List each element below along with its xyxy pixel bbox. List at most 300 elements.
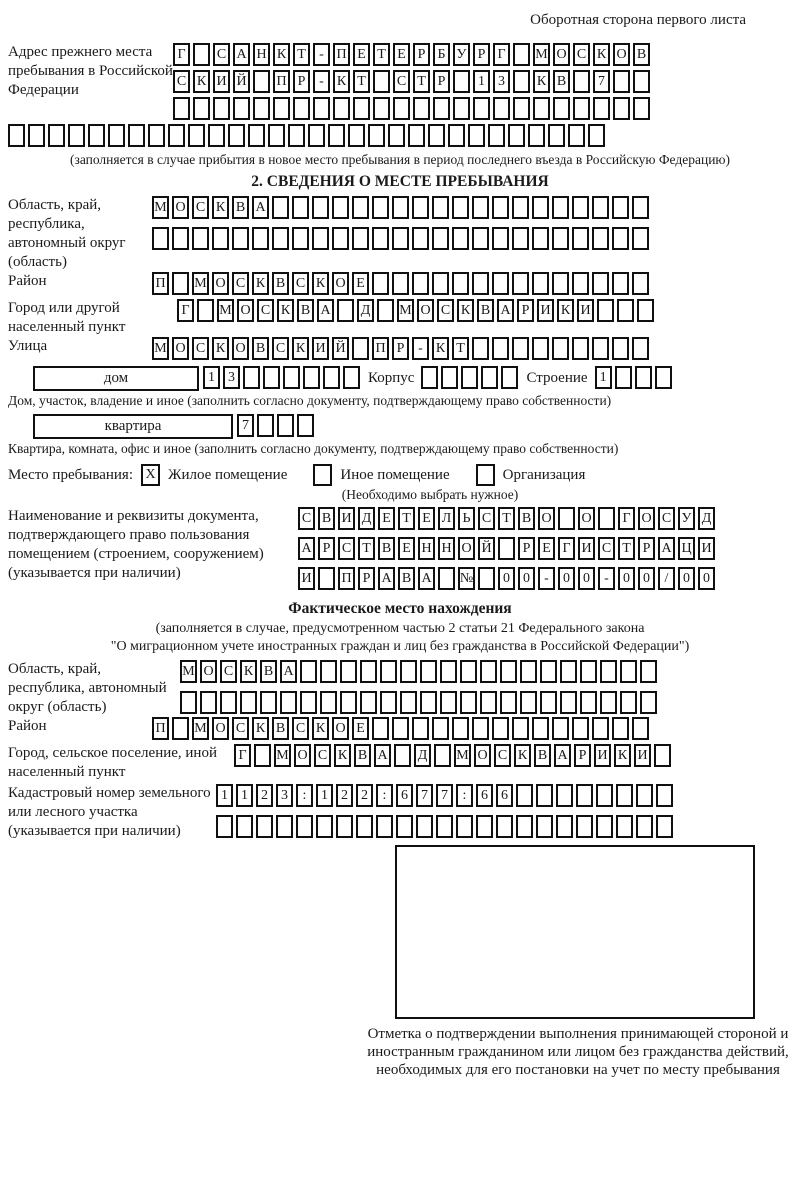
char-cell[interactable] bbox=[432, 196, 449, 219]
char-cell[interactable]: С bbox=[338, 537, 355, 560]
char-cell[interactable] bbox=[421, 366, 438, 389]
char-cell[interactable] bbox=[498, 537, 515, 560]
char-cell[interactable]: А bbox=[374, 744, 391, 767]
char-cell[interactable]: : bbox=[296, 784, 313, 807]
char-cell[interactable]: С bbox=[192, 337, 209, 360]
char-cell[interactable] bbox=[392, 717, 409, 740]
char-cell[interactable] bbox=[572, 227, 589, 250]
char-cell[interactable] bbox=[532, 196, 549, 219]
char-cell[interactable]: М bbox=[192, 717, 209, 740]
char-cell[interactable]: / bbox=[658, 567, 675, 590]
char-cell[interactable] bbox=[478, 567, 495, 590]
char-cell[interactable]: М bbox=[533, 43, 550, 66]
char-cell[interactable]: Е bbox=[538, 537, 555, 560]
char-cell[interactable] bbox=[640, 660, 657, 683]
char-cell[interactable]: С bbox=[173, 70, 190, 93]
char-cell[interactable]: Ц bbox=[678, 537, 695, 560]
char-cell[interactable] bbox=[373, 97, 390, 120]
char-cell[interactable] bbox=[492, 196, 509, 219]
char-cell[interactable]: А bbox=[378, 567, 395, 590]
char-cell[interactable]: Р bbox=[517, 299, 534, 322]
char-cell[interactable] bbox=[228, 124, 245, 147]
char-cell[interactable]: 1 bbox=[473, 70, 490, 93]
char-cell[interactable] bbox=[580, 660, 597, 683]
char-cell[interactable]: Г bbox=[177, 299, 194, 322]
char-cell[interactable]: В bbox=[272, 272, 289, 295]
char-cell[interactable] bbox=[320, 660, 337, 683]
char-cell[interactable] bbox=[441, 366, 458, 389]
char-cell[interactable]: О bbox=[172, 337, 189, 360]
char-cell[interactable]: Е bbox=[378, 507, 395, 530]
char-cell[interactable] bbox=[188, 124, 205, 147]
char-cell[interactable]: Т bbox=[618, 537, 635, 560]
char-cell[interactable] bbox=[572, 717, 589, 740]
char-cell[interactable] bbox=[508, 124, 525, 147]
char-cell[interactable]: Н bbox=[418, 537, 435, 560]
char-cell[interactable] bbox=[303, 366, 320, 389]
char-cell[interactable] bbox=[512, 717, 529, 740]
char-cell[interactable] bbox=[348, 124, 365, 147]
char-cell[interactable] bbox=[632, 227, 649, 250]
char-cell[interactable]: В bbox=[354, 744, 371, 767]
char-cell[interactable]: В bbox=[272, 717, 289, 740]
checkbox-other-premises[interactable] bbox=[313, 464, 332, 486]
char-cell[interactable]: О bbox=[613, 43, 630, 66]
char-cell[interactable] bbox=[553, 97, 570, 120]
char-cell[interactable] bbox=[492, 717, 509, 740]
char-cell[interactable] bbox=[656, 784, 673, 807]
char-cell[interactable] bbox=[560, 660, 577, 683]
char-cell[interactable] bbox=[476, 815, 493, 838]
char-cell[interactable]: Т bbox=[293, 43, 310, 66]
char-cell[interactable]: К bbox=[432, 337, 449, 360]
char-cell[interactable]: Д bbox=[414, 744, 431, 767]
char-cell[interactable]: Р bbox=[318, 537, 335, 560]
char-cell[interactable] bbox=[558, 507, 575, 530]
char-cell[interactable] bbox=[280, 691, 297, 714]
char-cell[interactable]: П bbox=[152, 717, 169, 740]
char-cell[interactable] bbox=[617, 299, 634, 322]
char-cell[interactable]: С bbox=[494, 744, 511, 767]
char-cell[interactable] bbox=[540, 691, 557, 714]
char-cell[interactable] bbox=[420, 691, 437, 714]
char-cell[interactable]: В bbox=[378, 537, 395, 560]
char-cell[interactable]: И bbox=[298, 567, 315, 590]
char-cell[interactable]: Е bbox=[398, 537, 415, 560]
char-cell[interactable] bbox=[592, 717, 609, 740]
char-cell[interactable]: С bbox=[314, 744, 331, 767]
char-cell[interactable]: К bbox=[193, 70, 210, 93]
char-cell[interactable]: 1 bbox=[316, 784, 333, 807]
char-cell[interactable] bbox=[300, 660, 317, 683]
char-cell[interactable] bbox=[600, 660, 617, 683]
char-cell[interactable] bbox=[396, 815, 413, 838]
char-cell[interactable]: Н bbox=[253, 43, 270, 66]
char-cell[interactable] bbox=[620, 660, 637, 683]
char-cell[interactable] bbox=[277, 414, 294, 437]
char-cell[interactable] bbox=[168, 124, 185, 147]
char-cell[interactable] bbox=[320, 691, 337, 714]
char-cell[interactable] bbox=[492, 227, 509, 250]
char-cell[interactable] bbox=[316, 815, 333, 838]
char-cell[interactable] bbox=[352, 337, 369, 360]
char-cell[interactable]: Т bbox=[452, 337, 469, 360]
char-cell[interactable]: О bbox=[474, 744, 491, 767]
char-cell[interactable] bbox=[372, 227, 389, 250]
char-cell[interactable] bbox=[480, 691, 497, 714]
char-cell[interactable]: К bbox=[334, 744, 351, 767]
char-cell[interactable] bbox=[492, 272, 509, 295]
char-cell[interactable]: - bbox=[412, 337, 429, 360]
char-cell[interactable] bbox=[616, 815, 633, 838]
char-cell[interactable]: В bbox=[518, 507, 535, 530]
char-cell[interactable]: С bbox=[478, 507, 495, 530]
char-cell[interactable] bbox=[328, 124, 345, 147]
char-cell[interactable]: С bbox=[220, 660, 237, 683]
char-cell[interactable]: О bbox=[212, 717, 229, 740]
char-cell[interactable] bbox=[212, 227, 229, 250]
char-cell[interactable]: В bbox=[232, 196, 249, 219]
char-cell[interactable] bbox=[232, 227, 249, 250]
char-cell[interactable] bbox=[593, 97, 610, 120]
char-cell[interactable] bbox=[360, 691, 377, 714]
char-cell[interactable]: В bbox=[252, 337, 269, 360]
char-cell[interactable]: К bbox=[312, 717, 329, 740]
char-cell[interactable] bbox=[272, 227, 289, 250]
char-cell[interactable] bbox=[540, 660, 557, 683]
char-cell[interactable] bbox=[654, 744, 671, 767]
char-cell[interactable] bbox=[633, 97, 650, 120]
char-cell[interactable] bbox=[452, 227, 469, 250]
char-cell[interactable]: К bbox=[557, 299, 574, 322]
char-cell[interactable] bbox=[368, 124, 385, 147]
char-cell[interactable] bbox=[333, 97, 350, 120]
char-cell[interactable] bbox=[293, 97, 310, 120]
char-cell[interactable]: К bbox=[514, 744, 531, 767]
char-cell[interactable] bbox=[48, 124, 65, 147]
char-cell[interactable] bbox=[453, 70, 470, 93]
char-cell[interactable]: А bbox=[298, 537, 315, 560]
char-cell[interactable]: 7 bbox=[436, 784, 453, 807]
char-cell[interactable]: 0 bbox=[498, 567, 515, 590]
char-cell[interactable] bbox=[492, 337, 509, 360]
char-cell[interactable] bbox=[552, 227, 569, 250]
char-cell[interactable]: : bbox=[456, 784, 473, 807]
char-cell[interactable] bbox=[252, 227, 269, 250]
char-cell[interactable] bbox=[428, 124, 445, 147]
char-cell[interactable]: 6 bbox=[496, 784, 513, 807]
char-cell[interactable] bbox=[560, 691, 577, 714]
char-cell[interactable] bbox=[392, 196, 409, 219]
char-cell[interactable] bbox=[460, 691, 477, 714]
char-cell[interactable] bbox=[243, 366, 260, 389]
char-cell[interactable]: О bbox=[332, 272, 349, 295]
char-cell[interactable]: П bbox=[152, 272, 169, 295]
char-cell[interactable] bbox=[613, 97, 630, 120]
char-cell[interactable] bbox=[453, 97, 470, 120]
char-cell[interactable] bbox=[394, 744, 411, 767]
char-cell[interactable] bbox=[380, 691, 397, 714]
char-cell[interactable] bbox=[432, 272, 449, 295]
char-cell[interactable]: Т bbox=[373, 43, 390, 66]
char-cell[interactable] bbox=[612, 337, 629, 360]
char-cell[interactable] bbox=[283, 366, 300, 389]
char-cell[interactable]: О bbox=[553, 43, 570, 66]
char-cell[interactable]: М bbox=[217, 299, 234, 322]
char-cell[interactable] bbox=[208, 124, 225, 147]
char-cell[interactable] bbox=[172, 717, 189, 740]
char-cell[interactable]: С bbox=[257, 299, 274, 322]
char-cell[interactable]: А bbox=[554, 744, 571, 767]
char-cell[interactable] bbox=[313, 97, 330, 120]
char-cell[interactable] bbox=[656, 815, 673, 838]
char-cell[interactable] bbox=[292, 196, 309, 219]
char-cell[interactable]: С bbox=[658, 507, 675, 530]
char-cell[interactable]: С bbox=[272, 337, 289, 360]
char-cell[interactable] bbox=[516, 784, 533, 807]
char-cell[interactable]: Л bbox=[438, 507, 455, 530]
char-cell[interactable] bbox=[233, 97, 250, 120]
char-cell[interactable] bbox=[352, 196, 369, 219]
char-cell[interactable] bbox=[592, 227, 609, 250]
char-cell[interactable] bbox=[448, 124, 465, 147]
char-cell[interactable] bbox=[408, 124, 425, 147]
char-cell[interactable] bbox=[528, 124, 545, 147]
char-cell[interactable] bbox=[192, 227, 209, 250]
char-cell[interactable] bbox=[456, 815, 473, 838]
char-cell[interactable]: Е bbox=[418, 507, 435, 530]
char-cell[interactable] bbox=[633, 70, 650, 93]
char-cell[interactable]: М bbox=[180, 660, 197, 683]
char-cell[interactable] bbox=[256, 815, 273, 838]
char-cell[interactable]: Г bbox=[558, 537, 575, 560]
char-cell[interactable]: О bbox=[417, 299, 434, 322]
char-cell[interactable]: 2 bbox=[256, 784, 273, 807]
char-cell[interactable] bbox=[400, 660, 417, 683]
char-cell[interactable] bbox=[520, 660, 537, 683]
char-cell[interactable]: С bbox=[437, 299, 454, 322]
char-cell[interactable] bbox=[616, 784, 633, 807]
char-cell[interactable]: К bbox=[212, 337, 229, 360]
char-cell[interactable] bbox=[273, 97, 290, 120]
char-cell[interactable]: В bbox=[260, 660, 277, 683]
char-cell[interactable] bbox=[216, 815, 233, 838]
char-cell[interactable] bbox=[512, 272, 529, 295]
checkbox-organization[interactable] bbox=[476, 464, 495, 486]
char-cell[interactable] bbox=[323, 366, 340, 389]
char-cell[interactable]: 7 bbox=[593, 70, 610, 93]
char-cell[interactable] bbox=[480, 660, 497, 683]
char-cell[interactable] bbox=[297, 414, 314, 437]
char-cell[interactable]: О bbox=[212, 272, 229, 295]
char-cell[interactable] bbox=[263, 366, 280, 389]
char-cell[interactable]: 1 bbox=[203, 366, 220, 389]
char-cell[interactable]: Н bbox=[438, 537, 455, 560]
char-cell[interactable] bbox=[300, 691, 317, 714]
char-cell[interactable] bbox=[500, 691, 517, 714]
char-cell[interactable] bbox=[472, 196, 489, 219]
char-cell[interactable]: О bbox=[200, 660, 217, 683]
char-cell[interactable] bbox=[380, 660, 397, 683]
char-cell[interactable] bbox=[516, 815, 533, 838]
char-cell[interactable]: 0 bbox=[578, 567, 595, 590]
char-cell[interactable] bbox=[501, 366, 518, 389]
char-cell[interactable] bbox=[572, 337, 589, 360]
char-cell[interactable] bbox=[572, 272, 589, 295]
char-cell[interactable] bbox=[353, 97, 370, 120]
char-cell[interactable]: М bbox=[274, 744, 291, 767]
char-cell[interactable]: Б bbox=[433, 43, 450, 66]
char-cell[interactable]: 0 bbox=[618, 567, 635, 590]
char-cell[interactable] bbox=[632, 337, 649, 360]
char-cell[interactable]: И bbox=[594, 744, 611, 767]
char-cell[interactable] bbox=[452, 196, 469, 219]
char-cell[interactable]: В bbox=[633, 43, 650, 66]
char-cell[interactable]: С bbox=[192, 196, 209, 219]
char-cell[interactable]: И bbox=[578, 537, 595, 560]
char-cell[interactable] bbox=[473, 97, 490, 120]
char-cell[interactable]: Т bbox=[398, 507, 415, 530]
char-cell[interactable]: О bbox=[458, 537, 475, 560]
char-cell[interactable] bbox=[253, 97, 270, 120]
char-cell[interactable] bbox=[172, 272, 189, 295]
char-cell[interactable] bbox=[556, 784, 573, 807]
char-cell[interactable]: Д bbox=[357, 299, 374, 322]
char-cell[interactable] bbox=[372, 196, 389, 219]
char-cell[interactable]: С bbox=[298, 507, 315, 530]
char-cell[interactable]: Р bbox=[392, 337, 409, 360]
char-cell[interactable] bbox=[573, 97, 590, 120]
char-cell[interactable] bbox=[197, 299, 214, 322]
char-cell[interactable] bbox=[588, 124, 605, 147]
char-cell[interactable]: К bbox=[292, 337, 309, 360]
char-cell[interactable] bbox=[254, 744, 271, 767]
char-cell[interactable] bbox=[556, 815, 573, 838]
char-cell[interactable]: 0 bbox=[558, 567, 575, 590]
char-cell[interactable] bbox=[372, 717, 389, 740]
char-cell[interactable] bbox=[552, 196, 569, 219]
char-cell[interactable] bbox=[461, 366, 478, 389]
char-cell[interactable] bbox=[356, 815, 373, 838]
char-cell[interactable] bbox=[513, 70, 530, 93]
char-cell[interactable] bbox=[312, 227, 329, 250]
char-cell[interactable] bbox=[393, 97, 410, 120]
char-cell[interactable] bbox=[568, 124, 585, 147]
char-cell[interactable] bbox=[552, 337, 569, 360]
char-cell[interactable] bbox=[343, 366, 360, 389]
char-cell[interactable]: Г bbox=[234, 744, 251, 767]
char-cell[interactable] bbox=[512, 227, 529, 250]
char-cell[interactable] bbox=[388, 124, 405, 147]
char-cell[interactable]: Р bbox=[433, 70, 450, 93]
char-cell[interactable] bbox=[434, 744, 451, 767]
char-cell[interactable]: С bbox=[292, 272, 309, 295]
char-cell[interactable] bbox=[432, 227, 449, 250]
char-cell[interactable]: - bbox=[313, 70, 330, 93]
char-cell[interactable]: А bbox=[317, 299, 334, 322]
char-cell[interactable]: М bbox=[192, 272, 209, 295]
checkbox-residential[interactable]: X bbox=[141, 464, 160, 486]
char-cell[interactable] bbox=[612, 717, 629, 740]
char-cell[interactable] bbox=[472, 227, 489, 250]
char-cell[interactable] bbox=[452, 717, 469, 740]
char-cell[interactable]: Т bbox=[413, 70, 430, 93]
char-cell[interactable]: Т bbox=[498, 507, 515, 530]
char-cell[interactable]: 3 bbox=[223, 366, 240, 389]
char-cell[interactable]: С bbox=[232, 717, 249, 740]
char-cell[interactable]: И bbox=[537, 299, 554, 322]
char-cell[interactable]: : bbox=[376, 784, 393, 807]
char-cell[interactable]: 2 bbox=[356, 784, 373, 807]
char-cell[interactable] bbox=[596, 815, 613, 838]
char-cell[interactable] bbox=[332, 196, 349, 219]
char-cell[interactable] bbox=[412, 272, 429, 295]
char-cell[interactable]: - bbox=[538, 567, 555, 590]
char-cell[interactable] bbox=[180, 691, 197, 714]
char-cell[interactable]: 0 bbox=[698, 567, 715, 590]
char-cell[interactable]: О bbox=[294, 744, 311, 767]
char-cell[interactable] bbox=[636, 815, 653, 838]
char-cell[interactable]: И bbox=[338, 507, 355, 530]
char-cell[interactable]: А bbox=[233, 43, 250, 66]
char-cell[interactable]: К bbox=[593, 43, 610, 66]
char-cell[interactable] bbox=[400, 691, 417, 714]
char-cell[interactable] bbox=[340, 691, 357, 714]
char-cell[interactable] bbox=[632, 717, 649, 740]
char-cell[interactable] bbox=[481, 366, 498, 389]
char-cell[interactable]: В bbox=[297, 299, 314, 322]
char-cell[interactable] bbox=[513, 43, 530, 66]
char-cell[interactable]: С bbox=[573, 43, 590, 66]
char-cell[interactable] bbox=[312, 196, 329, 219]
char-cell[interactable]: Г bbox=[618, 507, 635, 530]
char-cell[interactable] bbox=[572, 196, 589, 219]
char-cell[interactable]: 1 bbox=[595, 366, 612, 389]
char-cell[interactable]: В bbox=[318, 507, 335, 530]
char-cell[interactable] bbox=[373, 70, 390, 93]
char-cell[interactable] bbox=[500, 660, 517, 683]
char-cell[interactable] bbox=[536, 815, 553, 838]
char-cell[interactable] bbox=[337, 299, 354, 322]
char-cell[interactable] bbox=[612, 196, 629, 219]
char-cell[interactable]: 1 bbox=[236, 784, 253, 807]
char-cell[interactable] bbox=[433, 97, 450, 120]
char-cell[interactable]: К bbox=[212, 196, 229, 219]
char-cell[interactable] bbox=[520, 691, 537, 714]
char-cell[interactable] bbox=[288, 124, 305, 147]
char-cell[interactable] bbox=[493, 97, 510, 120]
char-cell[interactable] bbox=[532, 717, 549, 740]
char-cell[interactable]: 0 bbox=[638, 567, 655, 590]
char-cell[interactable]: К bbox=[252, 272, 269, 295]
char-cell[interactable] bbox=[615, 366, 632, 389]
char-cell[interactable]: Р bbox=[518, 537, 535, 560]
char-cell[interactable]: И bbox=[213, 70, 230, 93]
char-cell[interactable] bbox=[413, 97, 430, 120]
char-cell[interactable] bbox=[655, 366, 672, 389]
char-cell[interactable] bbox=[128, 124, 145, 147]
char-cell[interactable] bbox=[488, 124, 505, 147]
char-cell[interactable]: И bbox=[312, 337, 329, 360]
char-cell[interactable] bbox=[436, 815, 453, 838]
char-cell[interactable]: Р bbox=[358, 567, 375, 590]
char-cell[interactable] bbox=[596, 784, 613, 807]
char-cell[interactable]: Е bbox=[353, 43, 370, 66]
char-cell[interactable] bbox=[152, 227, 169, 250]
char-cell[interactable]: К bbox=[457, 299, 474, 322]
char-cell[interactable]: № bbox=[458, 567, 475, 590]
char-cell[interactable] bbox=[412, 717, 429, 740]
